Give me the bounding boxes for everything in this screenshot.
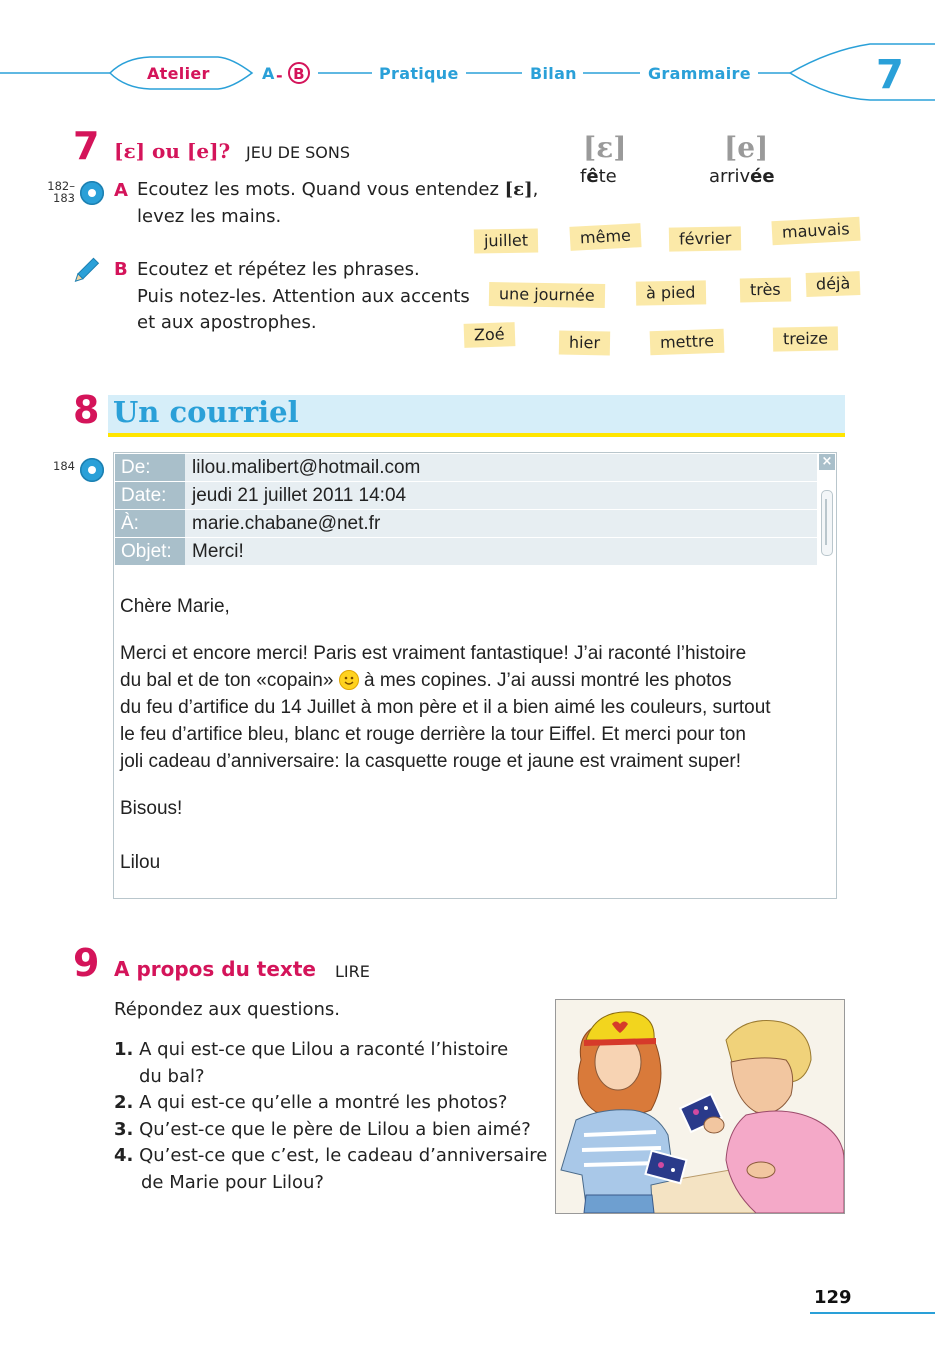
body-line: le feu d’artifice bleu, blanc et rouge derrière la tour Eiffel. Et merci pour ton (120, 724, 746, 745)
field-label: Objet: (115, 538, 185, 565)
phoneme-open-e: [ɛ] (583, 131, 627, 164)
exercise-tag: LIRE (335, 962, 370, 981)
question-text: Qu’est-ce que c’est, le cadeau d’anniversaire (139, 1145, 548, 1166)
close-icon[interactable]: × (819, 454, 835, 470)
field-label: Date: (115, 482, 185, 509)
email-header-from (115, 454, 817, 481)
chapter-number: 7 (876, 52, 904, 98)
exercise-number: 9 (73, 941, 100, 985)
body-line (120, 667, 771, 694)
email-signature: Lilou (120, 852, 161, 873)
email-window (113, 452, 837, 899)
word-tag: février (669, 226, 742, 251)
nav-dash: - (276, 66, 283, 85)
word-tag: hier (559, 331, 610, 356)
field-label: De: (115, 454, 185, 481)
nav-b-circle: B (288, 62, 310, 84)
email-header-to (115, 510, 817, 537)
nav-bilan[interactable]: Bilan (530, 64, 577, 83)
field-value: marie.chabane@net.fr (192, 513, 381, 534)
question-text: A qui est-ce qu’elle a montré les photos? (139, 1092, 508, 1113)
word-tag: déjà (806, 271, 861, 297)
phoneme-symbol: [ɛ] (504, 179, 533, 200)
comma: , (532, 179, 539, 200)
pencil-icon (70, 256, 100, 286)
body-line: joli cadeau d’anniversaire: la casquette rouge et jaune est vraiment super! (120, 751, 742, 772)
email-header-date (115, 482, 817, 509)
question-item (114, 1117, 547, 1144)
question-number: 2. (114, 1092, 134, 1113)
field-value: lilou.malibert@hotmail.com (192, 457, 421, 478)
body-line: Merci et encore merci! Paris est vraiment fantastique! J’ai raconté l’histoire (120, 643, 747, 664)
page-number: 129 (814, 1287, 852, 1308)
part-b-instruction (137, 257, 470, 337)
word-tag: mettre (650, 329, 725, 356)
smiley-icon (339, 670, 359, 690)
part-b-line2: Puis notez-les. Attention aux accents (137, 285, 470, 307)
question-number: 3. (114, 1118, 134, 1140)
email-greeting: Chère Marie, (120, 596, 230, 617)
question-text: du bal? (139, 1065, 205, 1087)
audio-cd-icon[interactable] (80, 458, 104, 482)
word-tag: Zoé (464, 322, 515, 348)
part-b-line1: Ecoutez et répétez les phrases. (137, 259, 420, 280)
part-a-line2: levez les mains. (137, 205, 282, 227)
word-tag: une journée (489, 282, 605, 308)
banner-underline (108, 433, 845, 437)
question-item (114, 1037, 547, 1064)
section-title: Un courriel (113, 395, 299, 429)
nav-pratique[interactable]: Pratique (379, 64, 459, 83)
exercise-title: [ɛ] ou [e]? (114, 139, 231, 163)
question-text: A qui est-ce que Lilou a raconté l’histoire (139, 1039, 509, 1060)
body-line-part: du bal et de ton «copain» (120, 670, 334, 691)
nav-grammaire[interactable]: Grammaire (648, 64, 751, 83)
nav-atelier[interactable]: Atelier (147, 64, 210, 83)
track-number: 184 (53, 459, 75, 473)
question-text: de Marie pour Lilou? (141, 1171, 324, 1193)
question-item (114, 1143, 547, 1170)
nav-lines (0, 40, 935, 110)
question-list (114, 1037, 547, 1196)
word-tag: à pied (636, 280, 706, 305)
word-tag: mauvais (771, 217, 860, 246)
page-number-underline (810, 1312, 935, 1314)
exercise-tag: JEU DE SONS (246, 143, 351, 162)
word-tag: juillet (474, 228, 538, 253)
instruction: Répondez aux questions. (114, 999, 340, 1020)
word-tag: même (569, 223, 641, 251)
nav-a[interactable]: A (262, 64, 275, 83)
email-closing: Bisous! (120, 798, 183, 819)
body-line: du feu d’artifice du 14 Juillet à mon père et il a bien aimé les couleurs, surtout (120, 697, 771, 718)
exercise-number: 8 (73, 388, 100, 432)
question-number: 1. (114, 1039, 134, 1060)
part-b-label: B (114, 259, 128, 280)
field-value: Merci! (192, 541, 244, 562)
audio-cd-icon[interactable] (80, 181, 104, 205)
question-item (114, 1090, 547, 1117)
question-text: Qu’est-ce que le père de Lilou a bien aimé? (139, 1118, 531, 1140)
phoneme-closed-e: [e] (724, 131, 769, 164)
email-body (120, 640, 771, 775)
nav-b[interactable] (288, 62, 310, 84)
exercise-number: 7 (73, 124, 100, 168)
field-label: À: (115, 510, 185, 537)
part-a-label: A (114, 180, 128, 201)
track-number: 182– 183 (47, 179, 75, 205)
email-header-subject (115, 538, 817, 565)
word-tag: très (740, 278, 791, 303)
example-word-arrivee: arrivée (709, 166, 775, 187)
field-value: jeudi 21 juillet 2011 14:04 (192, 485, 407, 506)
part-a-line1: Ecoutez les mots. Quand vous entendez (137, 179, 499, 200)
illustration-girl-and-father (555, 999, 845, 1214)
question-number: 4. (114, 1145, 134, 1166)
exercise-title: A propos du texte (114, 957, 316, 981)
part-a-instruction (137, 177, 538, 230)
example-word-fete: fête (580, 166, 617, 187)
word-tag: treize (773, 326, 838, 351)
part-b-line3: et aux apostrophes. (137, 312, 317, 333)
body-line-part: à mes copines. J’ai aussi montré les photos (363, 670, 732, 691)
scrollbar[interactable] (821, 490, 833, 556)
